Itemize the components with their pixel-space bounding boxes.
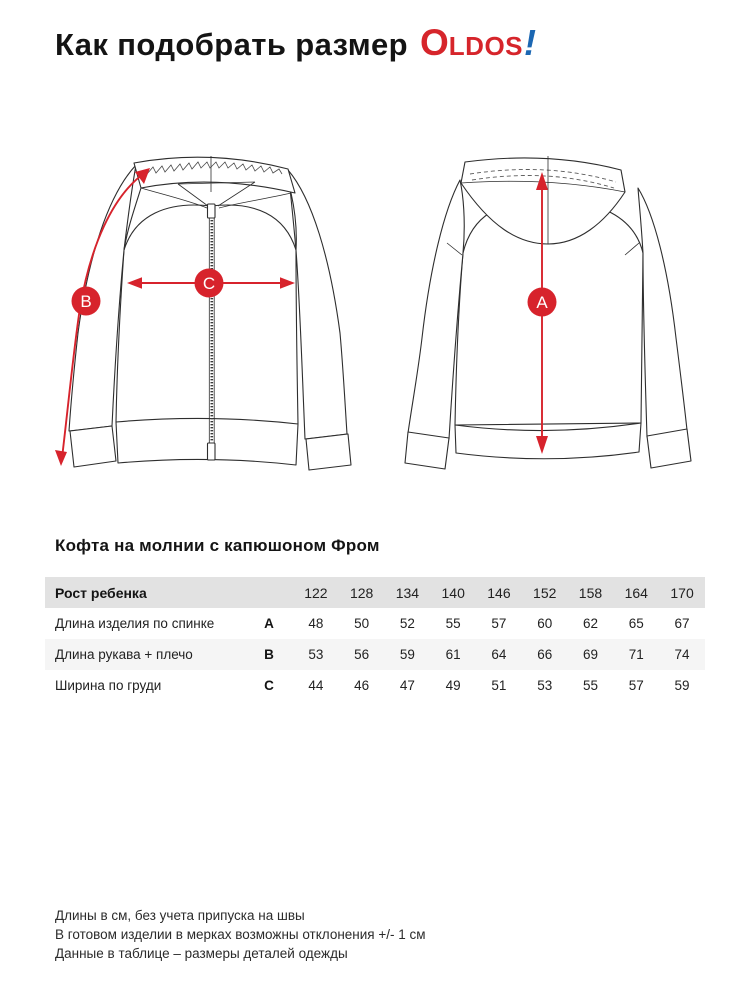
page-title: Как подобрать размер xyxy=(55,27,409,62)
size-col: 128 xyxy=(339,577,385,608)
logo-exclamation: ! xyxy=(524,22,537,63)
chest-label: C xyxy=(202,274,216,293)
cell: 47 xyxy=(399,678,415,693)
cell: 48 xyxy=(308,616,324,631)
size-table-header-row xyxy=(45,577,705,608)
row-letter: B xyxy=(264,647,274,662)
size-col: 134 xyxy=(385,577,431,608)
front-right-cuff xyxy=(306,434,351,470)
hoodie-back-drawing xyxy=(398,148,708,483)
cell: 57 xyxy=(491,616,507,631)
cell: 49 xyxy=(445,678,461,693)
size-table xyxy=(45,577,705,701)
row-letter: C xyxy=(264,678,274,693)
length-label: A xyxy=(536,293,548,312)
cell: 56 xyxy=(354,647,370,662)
cell: 71 xyxy=(628,647,644,662)
cell: 55 xyxy=(582,678,598,693)
cell: 53 xyxy=(537,678,553,693)
oldos-logo xyxy=(420,22,536,64)
cell: 57 xyxy=(628,678,644,693)
cell: 46 xyxy=(354,678,370,693)
row-label: Длина изделия по спинке xyxy=(55,616,215,631)
size-col: 170 xyxy=(659,577,705,608)
table-row xyxy=(45,670,705,701)
size-col: 152 xyxy=(522,577,568,608)
back-right-cuff xyxy=(647,429,691,468)
footnote-line: Данные в таблице – размеры деталей одежды xyxy=(55,946,348,961)
front-body-outline xyxy=(116,205,298,424)
cell: 53 xyxy=(308,647,324,662)
size-col: 140 xyxy=(430,577,476,608)
back-right-sleeve xyxy=(638,188,687,437)
footnotes xyxy=(55,906,426,963)
hoodie-front-drawing xyxy=(50,143,383,483)
sleeve-label: B xyxy=(80,292,92,311)
table-row xyxy=(45,639,705,670)
height-header: Рост ребенка xyxy=(45,577,245,608)
cell: 60 xyxy=(537,616,553,631)
size-col: 164 xyxy=(613,577,659,608)
front-hood-band xyxy=(134,157,295,193)
page-header xyxy=(55,22,536,64)
cell: 67 xyxy=(674,616,690,631)
size-col: 122 xyxy=(293,577,339,608)
cell: 52 xyxy=(399,616,415,631)
cell: 55 xyxy=(445,616,461,631)
cell: 59 xyxy=(399,647,415,662)
cell: 62 xyxy=(582,616,598,631)
row-label: Ширина по груди xyxy=(55,678,162,693)
cell: 51 xyxy=(491,678,507,693)
cell: 44 xyxy=(308,678,324,693)
size-col: 146 xyxy=(476,577,522,608)
cell: 61 xyxy=(445,647,461,662)
logo-letter-o: O xyxy=(420,22,449,63)
back-hem-band xyxy=(455,423,641,459)
cell: 65 xyxy=(628,616,644,631)
logo-letters: LDOS xyxy=(448,31,524,61)
footnote-line: В готовом изделии в мерках возможны отклонения +/- 1 см xyxy=(55,927,426,942)
letter-header xyxy=(245,577,293,608)
cell: 50 xyxy=(354,616,370,631)
cell: 66 xyxy=(537,647,553,662)
cell: 69 xyxy=(582,647,598,662)
table-row xyxy=(45,608,705,639)
size-col: 158 xyxy=(568,577,614,608)
row-letter: A xyxy=(264,616,274,631)
front-left-cuff xyxy=(70,426,116,467)
back-left-cuff xyxy=(405,432,449,469)
cell: 64 xyxy=(491,647,507,662)
product-name: Кофта на молнии с капюшоном Фром xyxy=(55,536,380,555)
cell: 59 xyxy=(674,678,690,693)
footnote-line: Длины в см, без учета припуска на швы xyxy=(55,908,305,923)
cell: 74 xyxy=(674,647,690,662)
row-label: Длина рукава + плечо xyxy=(55,647,193,662)
